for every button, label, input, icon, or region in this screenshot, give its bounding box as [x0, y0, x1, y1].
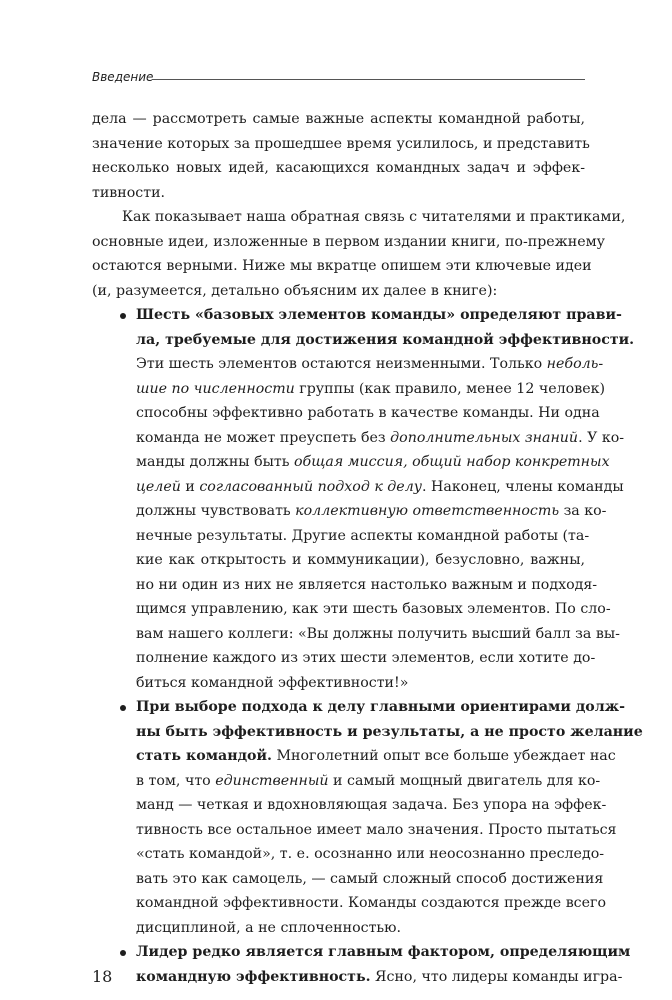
bullet-line: вам нашего коллеги: «Вы должны получить высший балл за вы- — [136, 625, 620, 642]
bullet-line: щимся управлению, как эти шесть базовых элементов. По сло- — [136, 601, 611, 617]
bullet-line: шие по численности группы (как правило, менее 12 человек) — [136, 380, 605, 397]
header-rule — [152, 79, 585, 80]
bullet-line: Шесть «базовых элементов команды» определяют прави- — [136, 307, 622, 323]
body-line: остаются верными. Ниже мы вкратце опишем эти ключевые идеи — [92, 258, 592, 274]
bullet-line: Эти шесть элементов остаются неизменными. Только неболь- — [136, 356, 604, 372]
bullet-line: ны быть эффективность и результаты, а не просто желание — [136, 723, 643, 740]
body-line: несколько новых идей, касающихся командных задач и эффек- — [92, 160, 585, 176]
running-header — [92, 69, 585, 89]
body-line: Как показывает наша обратная связь с читателями и практиками, — [122, 209, 626, 225]
bullet-line: полнение каждого из этих шести элементов, если хотите до- — [136, 650, 596, 666]
bullet-line: но ни один из них не является настолько важным и подходя- — [136, 576, 598, 593]
body-line: дела — рассмотреть самые важные аспекты командной работы, — [92, 111, 585, 127]
bullet-line: Лидер редко является главным фактором, определяющим — [136, 944, 631, 960]
bullet-line: целей и согласованный подход к делу. Наконец, члены команды — [136, 478, 624, 495]
bullet-line: командную эффективность. Ясно, что лидеры команды игра- — [136, 968, 623, 985]
bullet-line: в том, что единственный и самый мощный двигатель для ко- — [136, 772, 601, 789]
bullet-line: должны чувствовать коллективную ответственность за ко- — [136, 503, 607, 519]
body-line: значение которых за прошедшее время усилилось, и представить — [92, 135, 590, 152]
bullet-icon — [120, 950, 126, 956]
bullet-line: манды должны быть общая миссия, общий набор конкретных — [136, 454, 610, 470]
bullet-line: стать командой. Многолетний опыт все больше убеждает нас — [136, 748, 616, 764]
bullet-line: вать это как самоцель, — самый сложный способ достижения — [136, 870, 604, 887]
bullet-line: биться командной эффективности!» — [136, 674, 409, 691]
bullet-line: команда не может преуспеть без дополнительных знаний. У ко- — [136, 429, 625, 446]
bullet-icon — [120, 705, 126, 711]
bullet-line: тивность все остальное имеет мало значения. Просто пытаться — [136, 821, 617, 838]
bullet-line: дисциплиной, а не сплоченностью. — [136, 919, 402, 936]
bullet-line: нечные результаты. Другие аспекты командной работы (та- — [136, 527, 590, 544]
section-title: Введение — [92, 70, 154, 84]
body-line: основные идеи, изложенные в первом издании книги, по-прежнему — [92, 233, 605, 250]
bullet-line: способны эффективно работать в качестве команды. Ни одна — [136, 405, 600, 421]
bullet-line: манд — четкая и вдохновляющая задача. Без упора на эффек- — [136, 797, 607, 813]
body-line: (и, разумеется, детально объясним их далее в книге): — [92, 282, 498, 299]
page-number: 18 — [92, 967, 113, 986]
bullet-line: «стать командой», т. е. осознанно или неосознанно преследо- — [136, 846, 605, 862]
body-line: тивности. — [92, 184, 166, 201]
bullet-line: При выборе подхода к делу главными ориентирами долж- — [136, 699, 625, 715]
bullet-line: кие как открытость и коммуникации), безусловно, важны, — [136, 552, 585, 568]
bullet-icon — [120, 313, 126, 319]
bullet-line: ла, требуемые для достижения командной эффективности. — [136, 331, 635, 348]
bullet-line: командной эффективности. Команды создаются прежде всего — [136, 895, 607, 911]
